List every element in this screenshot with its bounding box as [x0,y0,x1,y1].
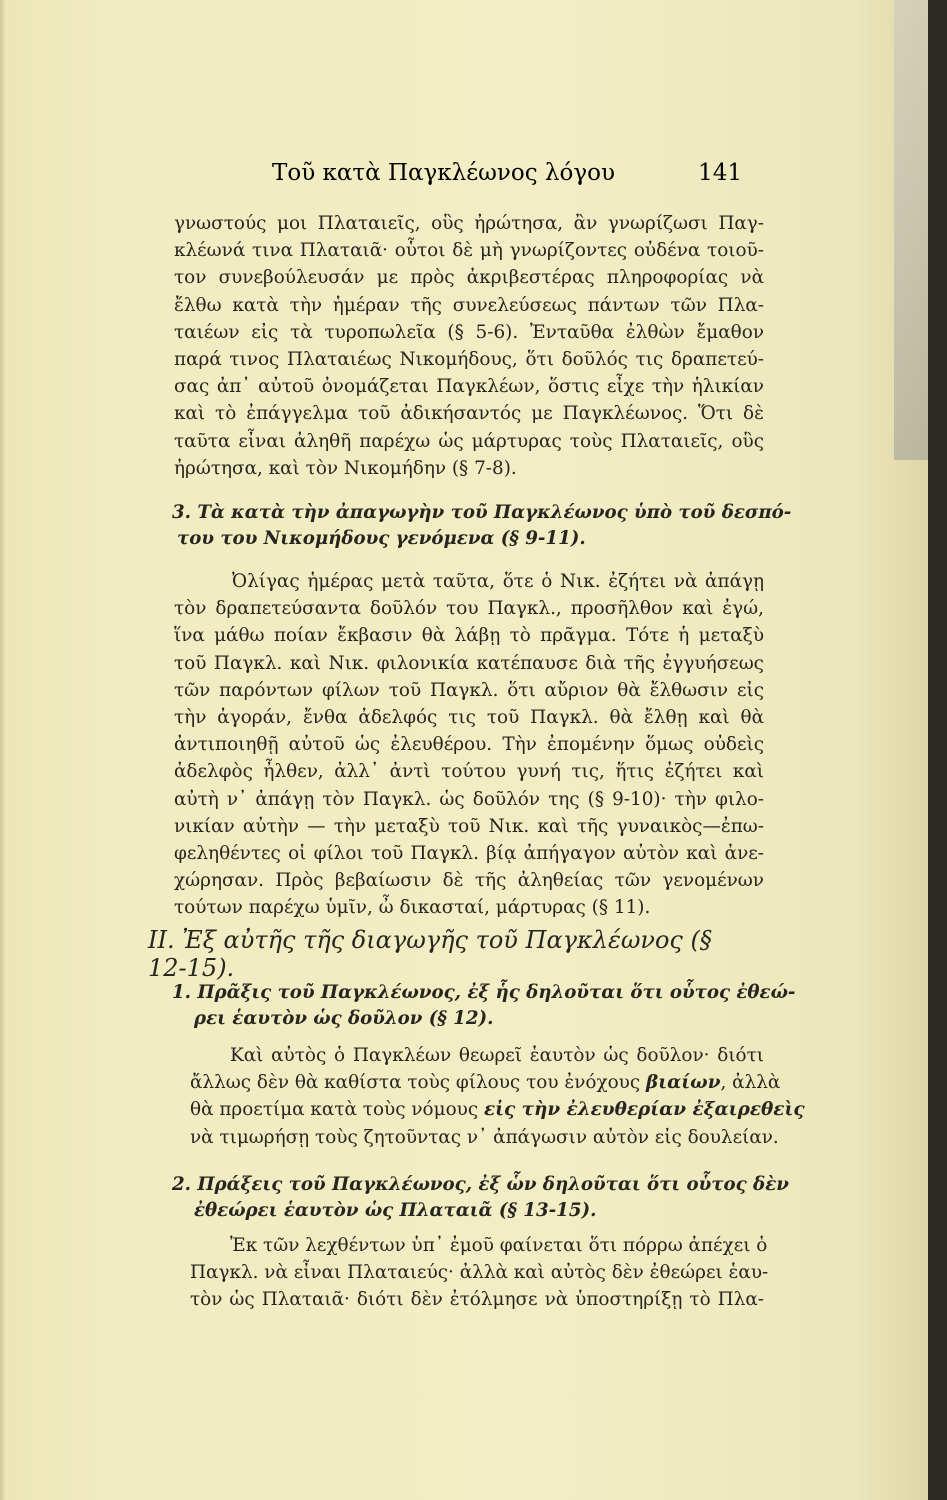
text-line: ἔλθω κατὰ τὴν ἡμέραν τῆς συνελεύσεως πάντων τῶν Πλα- [174,294,764,316]
text-line: Καὶ αὐτὸς ὁ Παγκλέων θεωρεῖ ἑαυτὸν ὡς δοῦλον· διότι [230,1045,764,1066]
paragraph-3 [190,1042,805,1151]
header-title: Τοῦ κατὰ Παγκλέωνος λόγου [272,160,615,186]
text-line: ἵνα μάθω ποίαν ἔκβασιν θὰ λάβῃ τὸ πρᾶγμα. Τότε ἡ μεταξὺ [174,625,764,647]
section-ii-title: II. Ἐξ αὐτῆς τῆς διαγωγῆς τοῦ Παγκλέωνος (§ 12-15). [148,926,712,982]
text-line: ταιέων εἰς τὰ τυροπωλεῖα (§ 5-6). Ἐνταῦθα ἐλθὼν ἔμαθον [174,321,764,343]
text-line: χώρησαν. Πρὸς βεβαίωσιν δὲ τῆς ἀληθείας τῶν γενομένων [174,870,764,892]
section-heading-1 [172,980,796,1032]
page-edge [894,0,928,460]
heading-line: 2. Πράξεις τοῦ Παγκλέωνος, ἐξ ὧν δηλοῦται ὅτι οὗτος δὲν [172,1174,789,1195]
heading-line: του του Νικομήδους γενόμενα (§ 9-11). [177,528,586,549]
text-line: νὰ τιμωρήσῃ τοὺς ζητοῦντας ν᾿ ἀπάγωσιν αὐτὸν εἰς δουλείαν. [190,1126,779,1148]
emphasis-violent: βιαίων [646,1072,721,1094]
heading-line: ἐθεώρει ἑαυτὸν ὡς Πλαταιᾶ (§ 13-15). [194,1200,597,1221]
text-line: νικίαν αὐτὴν — τὴν μεταξὺ τοῦ Νικ. καὶ τῆς γυναικὸς—ἐπω- [174,815,764,837]
text-line: τον συνεβούλευσάν με πρὸς ἀκριβεστέρας πληροφορίας νὰ [174,267,764,289]
text-line: σας ἀπ᾿ αὐτοῦ ὀνομάζεται Παγκλέων, ὅστις εἶχε τὴν ἡλικίαν [174,376,764,398]
text-line: Παγκλ. νὰ εἶναι Πλαταιεύς· ἀλλὰ καὶ αὐτὸς δὲν ἐθεώρει ἑαυ- [190,1262,769,1284]
heading-line: ρει ἑαυτὸν ὡς δοῦλον (§ 12). [194,1008,494,1029]
text-line: Ὀλίγας ἡμέρας μετὰ ταῦτα, ὅτε ὁ Νικ. ἐζήτει νὰ ἀπάγῃ [232,571,764,592]
text-line: Ἐκ τῶν λεχθέντων ὑπ᾿ ἐμοῦ φαίνεται ὅτι πόρρω ἀπέχει ὁ [230,1235,768,1256]
text-line: γνωστούς μοι Πλαταιεῖς, οὓς ἠρώτησα, ἂν γνωρίζωσι Παγ- [174,213,764,234]
text-line: τὸν ὡς Πλαταιᾶ· διότι δὲν ἐτόλμησε νὰ ὑποστηρίξῃ τὸ Πλα- [190,1289,764,1311]
paragraph-1 [174,210,764,482]
text-line: ἄλλως δὲν θὰ καθίστα τοὺς φίλους του ἐνόχους βιαίων, ἀλλὰ [190,1072,781,1094]
text-line: κλέωνά τινα Πλαταιᾶ· οὗτοι δὲ μὴ γνωρίζοντες οὐδένα τοιοῦ- [174,240,764,262]
text-line: αὐτὴ ν᾿ ἀπάγῃ τὸν Παγκλ. ὡς δοῦλόν της (§ 9-10)· τὴν φιλο- [174,788,764,810]
section-ii-heading [148,926,748,982]
paragraph-2 [174,568,764,922]
text-line: θὰ προετίμα κατὰ τοὺς νόμους εἰς τὴν ἐλευθερίαν ἐξαιρεθεὶς [190,1099,805,1121]
text-line: ταῦτα εἶναι ἀληθῆ παρέχω ὡς μάρτυρας τοὺς Πλαταιεῖς, οὓς [174,430,764,452]
text-line: τούτων παρέχω ὑμῖν, ὦ δικασταί, μάρτυρας (§ 11). [174,897,651,919]
text-line: ἠρώτησα, καὶ τὸν Νικομήδην (§ 7-8). [174,457,517,479]
section-heading-2 [172,1172,789,1224]
text-line: τὸν δραπετεύσαντα δοῦλόν του Παγκλ., προσῆλθον καὶ ἐγώ, [174,598,764,620]
heading-line: 1. Πρᾶξις τοῦ Παγκλέωνος, ἐξ ἧς δηλοῦται ὅτι οὗτος ἐθεώ- [172,982,796,1003]
text-line: τῶν παρόντων φίλων τοῦ Παγκλ. ὅτι αὔριον θὰ ἔλθωσιν εἰς [174,679,764,701]
page-number: 141 [698,160,742,186]
text-line: τὴν ἀγοράν, ἔνθα ἀδελφός τις τοῦ Παγκλ. θὰ ἔλθῃ καὶ θὰ [174,707,764,729]
emphasis-freedom: εἰς τὴν ἐλευθερίαν ἐξαιρεθεὶς [483,1099,805,1121]
text-line: τοῦ Παγκλ. καὶ Νικ. φιλονικία κατέπαυσε διὰ τῆς ἐγγυήσεως [174,652,764,674]
paragraph-4 [190,1232,769,1314]
text-line: καὶ τὸ ἐπάγγελμα τοῦ ἀδικήσαντός με Παγκλέωνος. Ὅτι δὲ [174,403,764,425]
heading-line: 3. Τὰ κατὰ τὴν ἀπαγωγὴν τοῦ Παγκλέωνος ὑπὸ τοῦ δεσπό- [172,502,792,523]
text-line: παρά τινος Πλαταιέως Νικομήδους, ὅτι δοῦλός τις δραπετεύ- [174,349,764,371]
text-line: φεληθέντες οἱ φίλοι τοῦ Παγκλ. βίᾳ ἀπήγαγον αὐτὸν καὶ ἀνε- [174,843,764,865]
section-heading-3 [172,500,792,552]
text-line: ἀντιποιηθῇ αὐτοῦ ὡς ἐλευθέρου. Τὴν ἐπομένην ὅμως οὐδεὶς [174,734,764,756]
running-header [272,160,742,194]
text-line: ἀδελφὸς ἦλθεν, ἀλλ᾿ ἀντὶ τούτου γυνή τις, ἥτις ἐζήτει καὶ [174,761,764,783]
